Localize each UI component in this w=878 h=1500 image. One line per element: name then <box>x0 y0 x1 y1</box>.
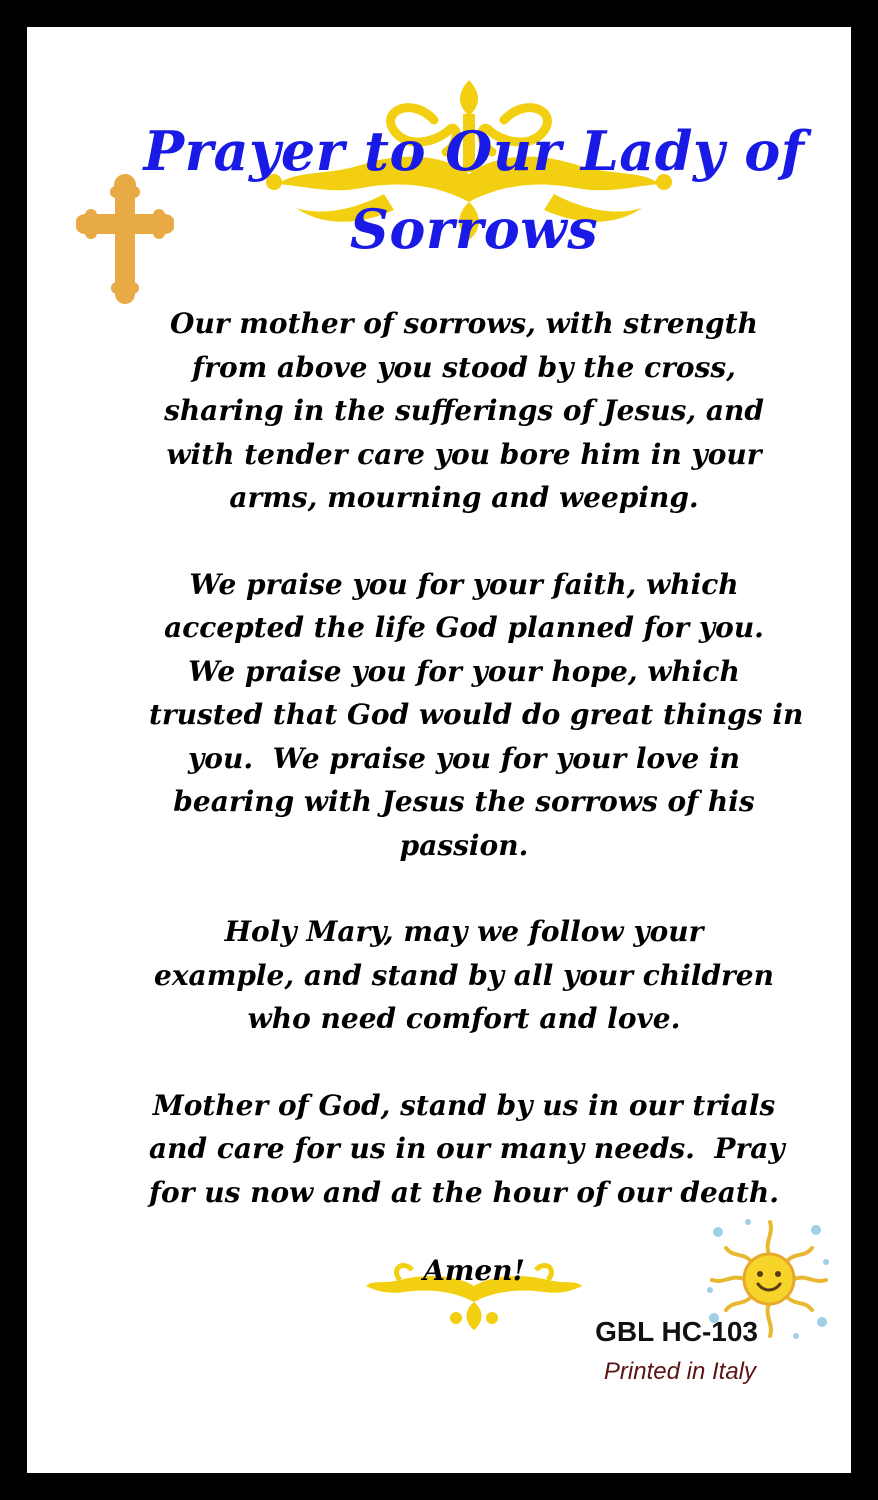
prayer-line: from above you stood by the cross, <box>192 350 736 384</box>
prayer-body <box>149 302 804 1257</box>
prayer-line: who need comfort and love. <box>247 1002 681 1035</box>
prayer-line: Mother of God, stand by us in our trials <box>152 1088 776 1122</box>
prayer-line: for us now and at the hour of our death. <box>149 1175 779 1209</box>
amen-text: Amen! <box>423 1254 525 1287</box>
prayer-line: sharing in the sufferings of Jesus, and <box>164 394 764 427</box>
printed-in-label: Printed in Italy <box>603 1358 756 1385</box>
prayer-line: with tender care you bore him in your <box>166 437 762 471</box>
prayer-line: bearing with Jesus the sorrows of his <box>173 785 755 818</box>
prayer-paragraph <box>149 302 779 520</box>
prayer-line: accepted the life God planned for you. <box>164 611 764 644</box>
prayer-line: We praise you for your hope, which <box>188 654 740 688</box>
prayer-card <box>54 54 878 1500</box>
prayer-title <box>134 112 814 268</box>
prayer-line: passion. <box>399 828 529 862</box>
prayer-line: Our mother of sorrows, with strength <box>170 307 758 340</box>
prayer-line: trusted that God would do great things in <box>149 698 804 731</box>
prayer-line: arms, mourning and weeping. <box>229 481 699 514</box>
title-line: Sorrows <box>349 197 599 261</box>
prayer-paragraph <box>149 1084 785 1215</box>
prayer-line: example, and stand by all your children <box>154 958 774 992</box>
prayer-line: Holy Mary, may we follow your <box>224 915 704 948</box>
prayer-paragraph <box>149 910 779 1041</box>
prayer-paragraph <box>149 563 804 868</box>
product-code: GBL HC-103 <box>595 1316 758 1347</box>
prayer-line: We praise you for your faith, which <box>189 567 739 601</box>
prayer-line: and care for us in our many needs. Pray <box>149 1132 785 1165</box>
title-line: Prayer to Our Lady of <box>143 119 805 183</box>
prayer-line: you. We praise you for your love in <box>188 741 740 775</box>
